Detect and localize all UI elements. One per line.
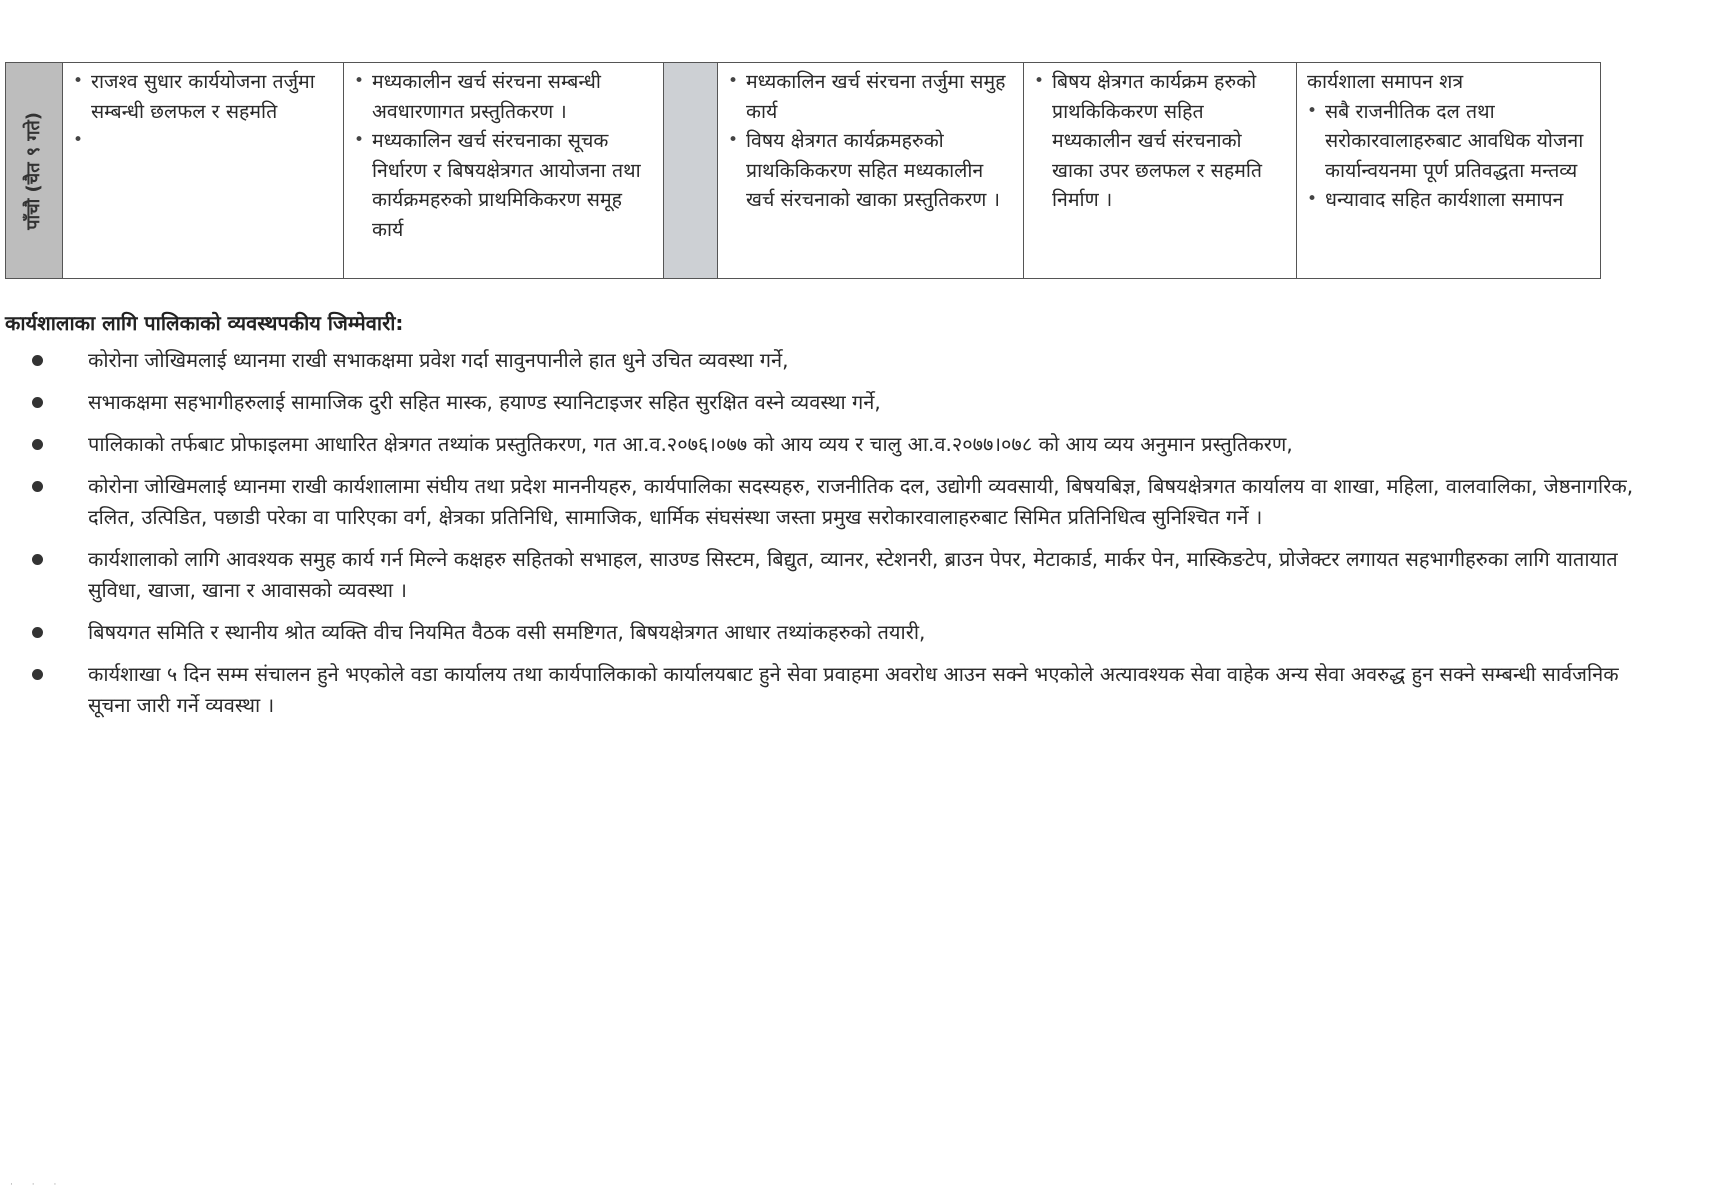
bullet-icon — [32, 669, 43, 680]
bullet-icon — [32, 397, 43, 408]
list-item-text: सभाकक्षमा सहभागीहरुलाई सामाजिक दुरी सहित मास्क, हयाण्ड स्यानिटाइजर सहित सुरक्षित वस्ने व्यवस्था गर्ने, — [88, 390, 881, 414]
activity-item: • बिषय क्षेत्रगत कार्यक्रम हरुको प्राथकिकिकरण सहित मध्यकालीन खर्च संरचनाको खाका उपर छलफल र सहमति निर्माण । — [1034, 67, 1288, 215]
list-item-text: कार्यशालाको लागि आवश्यक समुह कार्य गर्न मिल्ने कक्षहरु सहितको सभाहल, साउण्ड सिस्टम, बिद्युत, व्यानर, स्टेशनरी, ब्राउन पेपर, मेटाकार्ड, मार्कर पेन, मास्किङटेप, प्रोजेक्टर लगायत सहभागीहरुका लागि यातायात सुविधा, खाजा, खाना र आवासको व्यवस्था । — [88, 547, 1618, 602]
list-item-text: पालिकाको तर्फबाट प्रोफाइलमा आधारित क्षेत्रगत तथ्यांक प्रस्तुतिकरण, गत आ.व.२०७६।०७७ को आय व्यय र चालु आ.व.२०७७।०७८ को आय व्यय अनुमान प्रस्तुतिकरण, — [88, 432, 1293, 456]
list-item-text: कोरोना जोखिमलाई ध्यानमा राखी सभाकक्षमा प्रवेश गर्दा सावुनपानीले हात धुने उचित व्यवस्था गर्ने, — [88, 348, 789, 372]
responsibility-list — [30, 345, 1650, 732]
activity-list-2 — [354, 67, 655, 244]
list-item — [30, 429, 1650, 460]
scan-speck-marks: · · · — [10, 1180, 65, 1190]
activity-item: • राजश्व सुधार कार्ययोजना तर्जुमा सम्बन्धी छलफल र सहमति — [73, 67, 335, 126]
list-item — [30, 659, 1650, 721]
bullet-icon — [32, 439, 43, 450]
day-label: पाँचौ (चैत ९ गते) — [23, 111, 44, 230]
activity-cell-5 — [1297, 63, 1601, 279]
activity-item: • सबै राजनीतिक दल तथा सरोकारवालाहरुबाट आवधिक योजना कार्यान्वयनमा पूर्ण प्रतिवद्धता मन्तव्य — [1307, 97, 1592, 186]
activity-item: • मध्यकालीन खर्च संरचना सम्बन्धी अवधारणागत प्रस्तुतिकरण । — [354, 67, 655, 126]
activity-cell-1 — [63, 63, 344, 279]
bullet-icon — [32, 554, 43, 565]
activity-cell-2 — [344, 63, 664, 279]
section-heading: कार्यशालाका लागि पालिकाको व्यवस्थपकीय जिम्मेवारी: — [5, 311, 404, 335]
activity-item: • मध्यकालिन खर्च संरचनाका सूचक निर्धारण र बिषयक्षेत्रगत आयोजना तथा कार्यक्रमहरुको प्राथमिकिकरण समूह कार्य — [354, 126, 655, 244]
activity-item: • मध्यकालिन खर्च संरचना तर्जुमा समुह कार्य — [728, 67, 1015, 126]
closing-session-heading: कार्यशाला समापन शत्र — [1307, 70, 1464, 93]
list-item-text: कार्यशाखा ५ दिन सम्म संचालन हुने भएकोले वडा कार्यालय तथा कार्यपालिकाको कार्यालयबाट हुने सेवा प्रवाहमा अवरोध आउन सक्ने भएकोले अत्यावश्यक सेवा वाहेक अन्य सेवा अवरुद्ध हुन सक्ने सम्बन्धी सार्वजनिक सूचना जारी गर्ने व्यवस्था । — [88, 662, 1619, 717]
bullet-icon — [32, 481, 43, 492]
schedule-row-day-five — [6, 63, 1601, 279]
list-item — [30, 345, 1650, 376]
list-item-text: बिषयगत समिति र स्थानीय श्रोत व्यक्ति वीच नियमित वैठक वसी समष्टिगत, बिषयक्षेत्रगत आधार तथ्यांकहरुको तयारी, — [88, 620, 926, 644]
list-item — [30, 617, 1650, 648]
bullet-icon — [32, 627, 43, 638]
activity-list-4 — [1034, 67, 1288, 215]
day-cell — [6, 63, 63, 279]
activity-list-5 — [1307, 97, 1592, 215]
activity-list-3 — [728, 67, 1015, 215]
list-item — [30, 544, 1650, 606]
activity-item: • धन्यावाद सहित कार्यशाला समापन — [1307, 185, 1592, 215]
list-item-text: कोरोना जोखिमलाई ध्यानमा राखी कार्यशालामा संघीय तथा प्रदेश माननीयहरु, कार्यपालिका सदस्यहरु, राजनीतिक दल, उद्योगी व्यवसायी, बिषयबिज्ञ, बिषयक्षेत्रगत कार्यालय वा शाखा, महिला, वालवालिका, जेष्ठनागरिक, दलित, उत्पिडित, पछाडी परेका वा पारिएका वर्ग, क्षेत्रका प्रतिनिधि, सामाजिक, धार्मिक संघसंस्था जस्ता प्रमुख सरोकारवालाहरुबाट सिमित प्रतिनिधित्व सुनिश्चित गर्ने । — [88, 474, 1634, 529]
bullet-icon — [32, 355, 43, 366]
break-cell — [664, 63, 718, 279]
activity-item: • विषय क्षेत्रगत कार्यक्रमहरुको प्राथकिकिकरण सहित मध्यकालीन खर्च संरचनाको खाका प्रस्तुतिकरण । — [728, 126, 1015, 215]
activity-cell-3 — [718, 63, 1024, 279]
activity-cell-4 — [1024, 63, 1297, 279]
list-item — [30, 387, 1650, 418]
schedule-table — [5, 62, 1601, 279]
list-item — [30, 471, 1650, 533]
activity-list-1 — [73, 67, 335, 126]
